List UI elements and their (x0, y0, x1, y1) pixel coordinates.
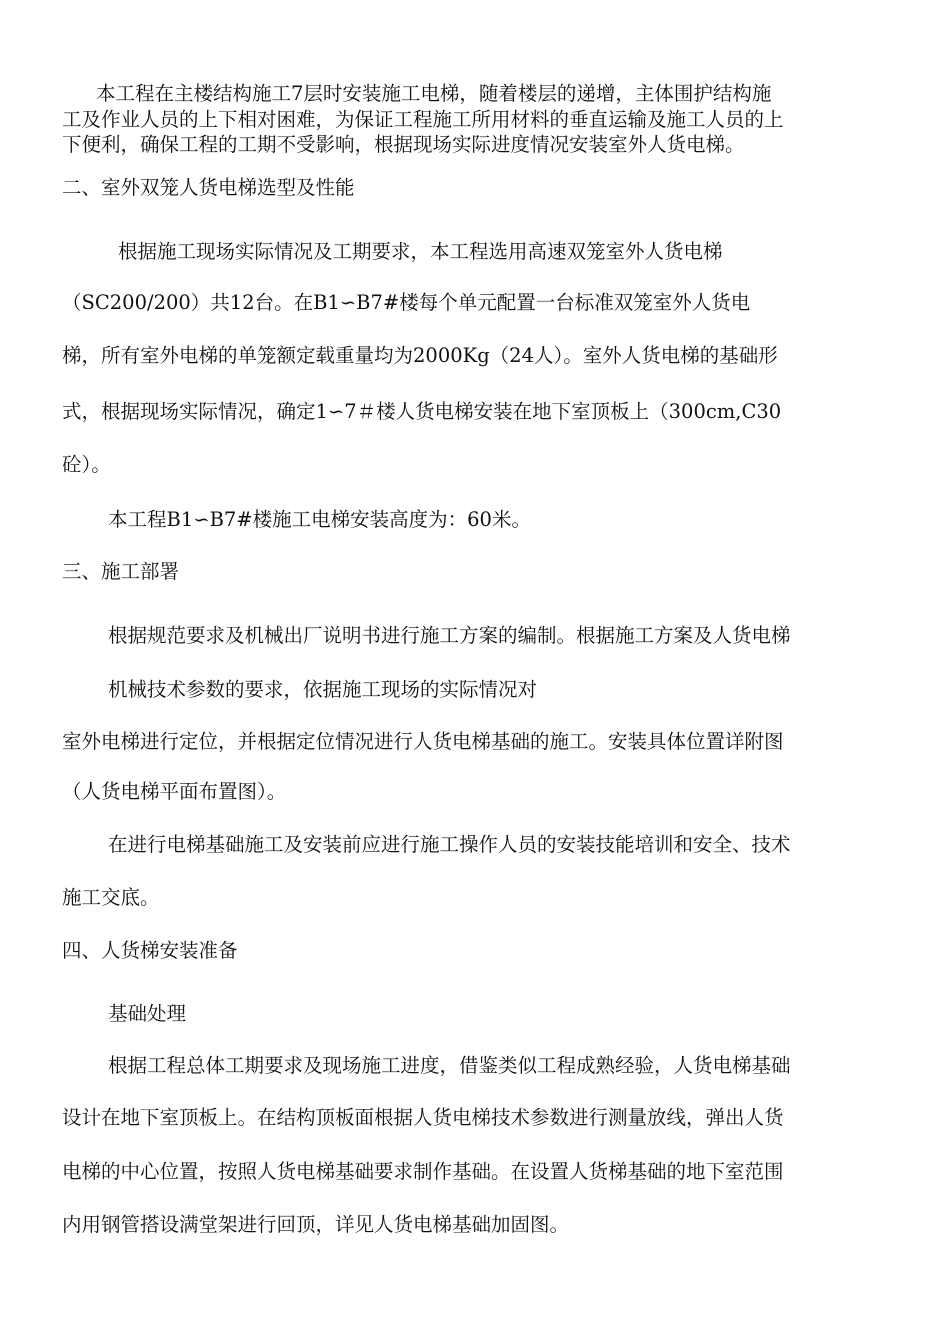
paragraph-foundation-line-3: 电梯的中心位置，按照人货电梯基础要求制作基础。在设置人货梯基础的地下室范围 (62, 1160, 784, 1183)
section-heading-4: 四、人货梯安装准备 (62, 939, 238, 962)
paragraph-foundation-line-4: 内用钢管搭设满堂架进行回顶，详见人货电梯基础加固图。 (62, 1213, 570, 1236)
paragraph-height: 本工程B1∽B7#楼施工电梯安装高度为：60米。 (108, 508, 531, 531)
paragraph-intro-line-2: 工及作业人员的上下相对困难，为保证工程施工所用材料的垂直运输及施工人员的上 (62, 108, 784, 131)
paragraph-intro-line-1: 本工程在主楼结构施工7层时安装施工电梯，随着楼层的递增，主体围护结构施 (96, 82, 772, 105)
paragraph-deployment-line-2: 机械技术参数的要求，依据施工现场的实际情况对 (108, 678, 538, 701)
paragraph-foundation-line-2: 设计在地下室顶板上。在结构顶板面根据人货电梯技术参数进行测量放线，弹出人货 (62, 1106, 784, 1129)
paragraph-selection-line-4: 式，根据现场实际情况，确定1∽7＃楼人货电梯安装在地下室顶板上（300cm,C30 (62, 400, 782, 423)
section-heading-3: 三、施工部署 (62, 560, 180, 583)
subheading-foundation: 基础处理 (108, 1002, 187, 1025)
paragraph-foundation-line-1: 根据工程总体工期要求及现场施工进度，借鉴类似工程成熟经验，人货电梯基础 (108, 1054, 791, 1077)
paragraph-deployment-line-4: （人货电梯平面布置图）。 (62, 780, 287, 803)
paragraph-deployment-line-3: 室外电梯进行定位，并根据定位情况进行人货电梯基础的施工。安装具体位置详附图 (62, 730, 784, 753)
paragraph-selection-line-3: 梯，所有室外电梯的单笼额定载重量均为2000Kg（24人）。室外人货电梯的基础形 (62, 344, 778, 367)
section-heading-2: 二、室外双笼人货电梯选型及性能 (62, 176, 355, 199)
paragraph-selection-line-1: 根据施工现场实际情况及工期要求，本工程选用高速双笼室外人货电梯 (118, 240, 723, 263)
paragraph-intro-line-3: 下便利，确保工程的工期不受影响，根据现场实际进度情况安装室外人货电梯。 (62, 133, 745, 156)
paragraph-selection-line-5: 砼）。 (62, 453, 111, 476)
paragraph-deployment-line-1: 根据规范要求及机械出厂说明书进行施工方案的编制。根据施工方案及人货电梯 (108, 624, 791, 647)
paragraph-training-line-2: 施工交底。 (62, 886, 160, 909)
paragraph-selection-line-2: （SC200/200）共12台。在B1∽B7#楼每个单元配置一台标准双笼室外人货电 (62, 291, 751, 314)
paragraph-training-line-1: 在进行电梯基础施工及安装前应进行施工操作人员的安装技能培训和安全、技术 (108, 833, 791, 856)
